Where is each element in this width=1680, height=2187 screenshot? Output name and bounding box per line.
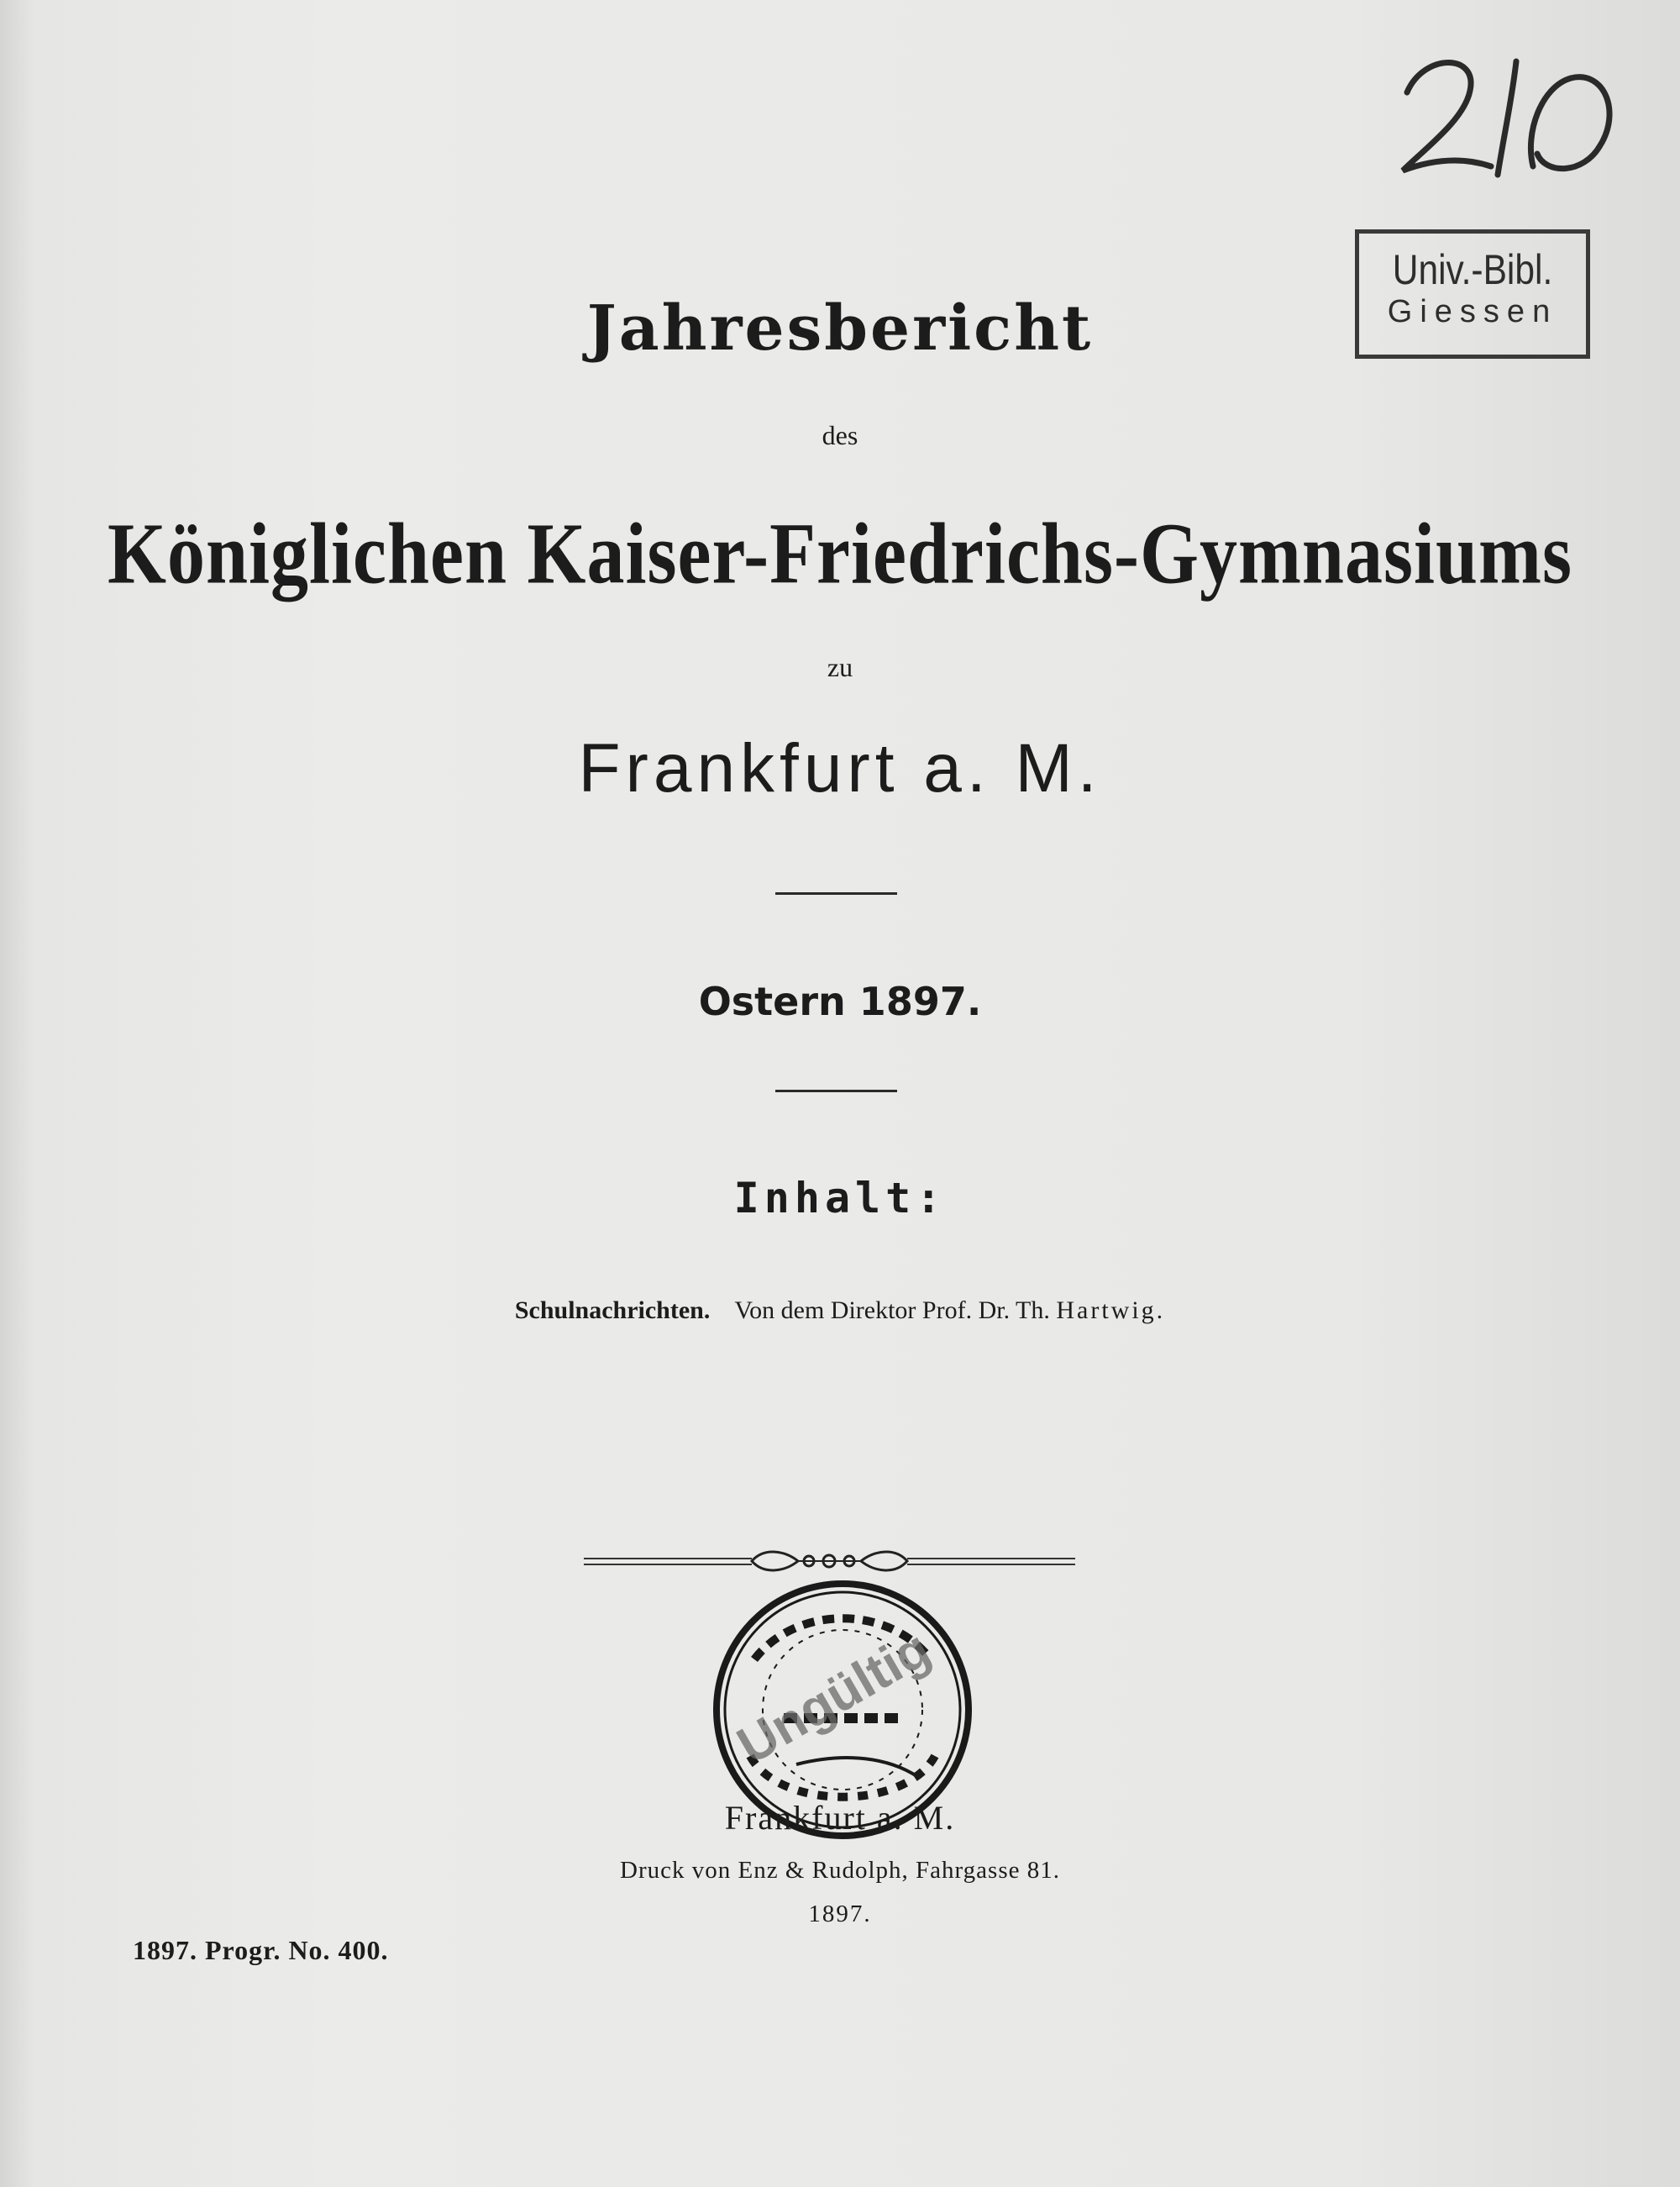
- connector-zu: zu: [827, 652, 853, 682]
- stamp-overprint: Ungültig: [727, 1619, 940, 1775]
- imprint-city: Frankfurt a. M.: [724, 1799, 956, 1837]
- imprint-year: 1897.: [808, 1900, 872, 1927]
- library-stamp-line1: Univ.-Bibl.: [1392, 246, 1553, 293]
- connector-des: des: [822, 420, 858, 450]
- imprint-printer: Druck von Enz & Rudolph, Fahrgasse 81.: [620, 1857, 1060, 1884]
- contents-heading: Inhalt:: [733, 1174, 947, 1222]
- program-number: 1897. Progr. No. 400.: [133, 1935, 389, 1965]
- occasion-date: Ostern 1897.: [698, 979, 982, 1024]
- divider-rule: [775, 1090, 897, 1092]
- library-stamp-line2: Giessen: [1387, 294, 1558, 329]
- contents-entry-title: Schulnachrichten.: [514, 1296, 711, 1324]
- handwritten-shelf-number: [1390, 40, 1630, 187]
- divider-rule: [775, 892, 897, 895]
- report-title: Jahresbericht: [586, 292, 1094, 365]
- contents-entry-author: Hartwig.: [1056, 1296, 1166, 1324]
- institution-name: Königlichen Kaiser-Friedrichs-Gymnasiums: [107, 506, 1573, 602]
- contents-entry-author-prefix: Von dem Direktor Prof. Dr. Th.: [734, 1296, 1050, 1324]
- contents-entry: [0, 1296, 1680, 1325]
- city-name: Frankfurt a. M.: [578, 730, 1102, 807]
